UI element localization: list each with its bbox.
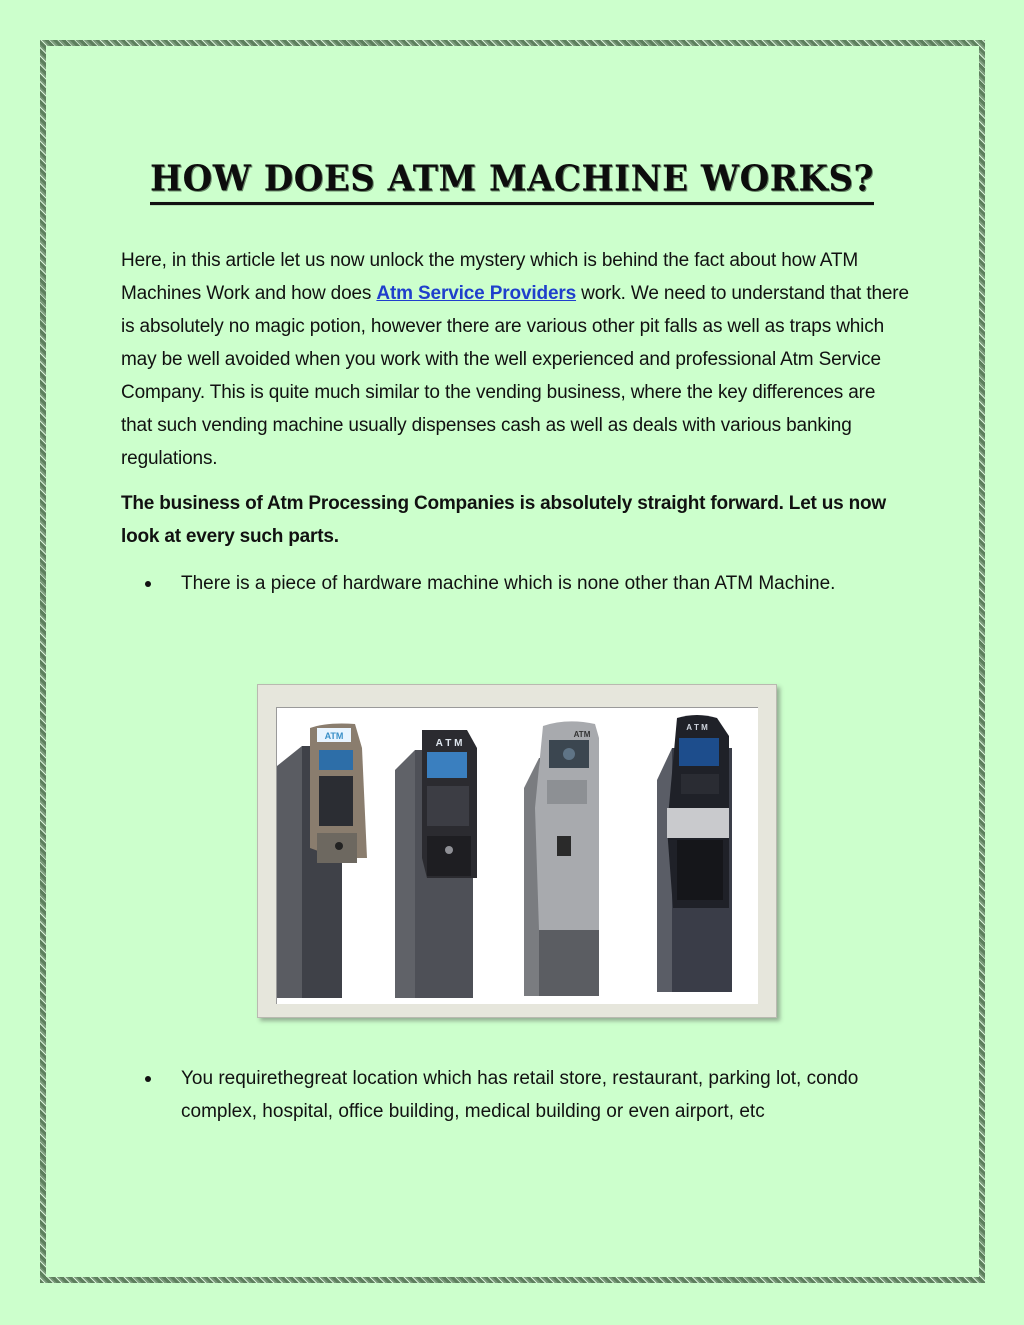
atm-machine-3	[524, 721, 599, 996]
bullet-icon	[145, 1076, 151, 1082]
intro-text-after-link: work. We need to understand that there is absolutely no magic potion, however there are various other pit falls as well as traps which may be well avoided when you work with the well experienced and professional Atm Service Company. This is quite much similar to the vending business, where the key differences are that such vending machine usually dispenses cash as well as deals with various banking regulations.	[121, 283, 909, 469]
atm-service-providers-link[interactable]: Atm Service Providers	[376, 283, 577, 304]
article-body	[121, 244, 911, 600]
atm-machine-2	[395, 730, 477, 998]
svg-text:A T M: A T M	[686, 723, 708, 732]
atm-machines-image	[276, 707, 758, 1004]
page-title-text: HOW DOES ATM MACHINE WORKS?	[150, 158, 874, 205]
page-title	[0, 159, 1024, 204]
atm-machine-4	[657, 715, 732, 992]
list-item-text: There is a piece of hardware machine which is none other than ATM Machine.	[181, 573, 836, 594]
intro-text-before-link: Here, in this article let us now unlock the mystery which is behind the fact about how ATM Machines Work and how does	[121, 250, 859, 304]
bold-paragraph: The business of Atm Processing Companies is absolutely straight forward. Let us now look at every such parts.	[121, 493, 887, 547]
intro-paragraph	[121, 244, 911, 475]
atm-machine-1	[277, 724, 367, 999]
list-item	[121, 1062, 911, 1128]
list-item-text: You requirethegreat location which has retail store, restaurant, parking lot, condo complex, hospital, office building, medical building or even airport, etc	[181, 1068, 859, 1122]
atm-machines-illustration	[277, 708, 758, 1004]
bullet-icon	[145, 581, 151, 587]
list-item	[121, 567, 911, 600]
svg-text:ATM: ATM	[324, 731, 344, 741]
svg-text:A T M: A T M	[435, 738, 463, 749]
svg-text:ATM: ATM	[573, 730, 591, 739]
atm-image-frame	[257, 684, 777, 1018]
list-item-location	[121, 1062, 911, 1128]
